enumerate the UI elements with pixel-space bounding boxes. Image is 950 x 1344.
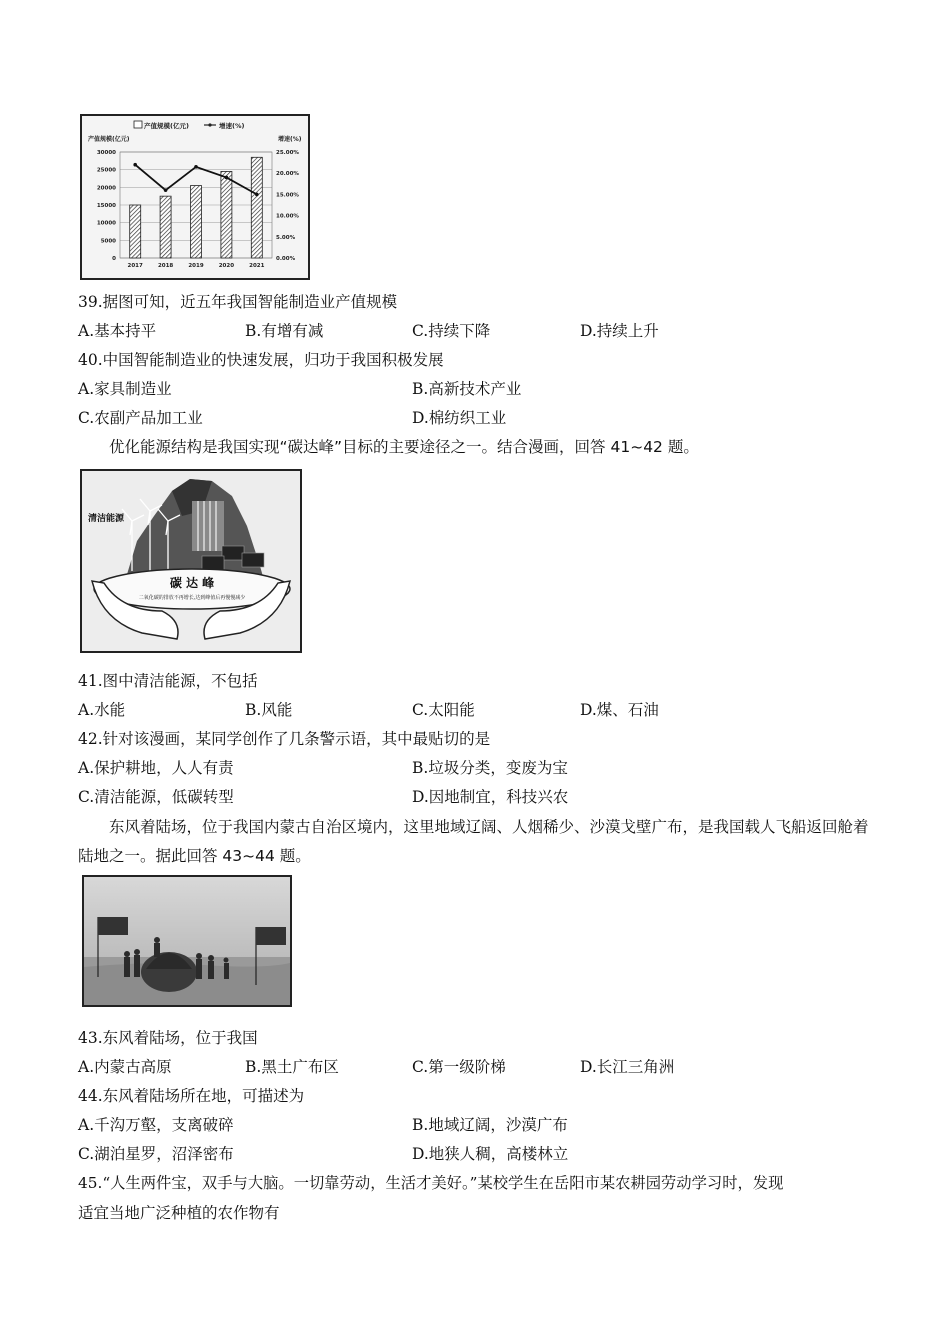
y-left-tick: 10000 [96,220,116,227]
q44-option-a[interactable]: A.千沟万壑，支离破碎 [78,1116,234,1134]
y-left-tick: 20000 [96,185,116,192]
y-left-tick: 25000 [96,167,116,174]
x-tick-2020: 2020 [218,263,235,269]
carbon-peak-cartoon [80,469,302,653]
banner-subtitle: 二氧化碳的排放不再增长,达到峰值后再慢慢减少 [138,595,246,601]
landing-site-photo [82,875,292,1007]
legend-line-label: 增速(%) [219,122,245,130]
q39-option-d[interactable]: D.持续上升 [580,322,659,340]
production-chart [82,116,308,278]
y-right-tick: 0.00% [276,256,296,262]
q41-option-d[interactable]: D.煤、石油 [580,701,659,719]
q41-option-c[interactable]: C.太阳能 [412,701,475,719]
intro-41-42: 优化能源结构是我国实现“碳达峰”目标的主要途径之一。结合漫画，回答 41~42 题。 [109,438,699,456]
q40-option-b[interactable]: B.高新技术产业 [412,380,522,398]
q45-stem-line1: 45.“人生两件宝，双手与大脑。一切靠劳动，生活才美好。”某校学生在岳阳市某农耕园劳动学习时，发现 [78,1174,784,1192]
y-left-label: 产值规模(亿元) [88,136,130,143]
y-right-tick: 5.00% [276,234,296,241]
y-left-tick: 5000 [100,238,116,245]
q42-option-d[interactable]: D.因地制宜，科技兴农 [412,788,569,806]
q42-option-c[interactable]: C.清洁能源，低碳转型 [78,788,234,806]
q44-option-b[interactable]: B.地域辽阔，沙漠广布 [412,1116,568,1134]
banner-title: 碳 达 峰 [169,576,215,590]
q41-option-a[interactable]: A.水能 [78,701,126,719]
rate-point-2021 [255,193,259,197]
q43-stem: 43.东风着陆场，位于我国 [78,1029,258,1047]
q44-option-d[interactable]: D.地狭人稠，高楼林立 [412,1145,569,1163]
cartoon-label-clean-energy: 清洁能源 [88,514,125,524]
q45-stem-line2: 适宜当地广泛种植的农作物有 [78,1204,280,1222]
x-tick-2019: 2019 [188,263,204,269]
bar-2018 [160,196,171,258]
x-tick-2021: 2021 [249,263,265,269]
q40-stem: 40.中国智能制造业的快速发展，归功于我国积极发展 [78,351,444,369]
rate-point-2020 [225,176,229,180]
y-right-tick: 15.00% [276,192,299,199]
y-right-label: 增速(%) [278,136,302,143]
q40-option-d[interactable]: D.棉纺织工业 [412,409,507,427]
rate-point-2018 [164,188,168,192]
q43-option-c[interactable]: C.第一级阶梯 [412,1058,506,1076]
q44-stem: 44.东风着陆场所在地，可描述为 [78,1087,305,1105]
x-tick-2018: 2018 [157,263,174,269]
y-right-tick: 25.00% [276,150,299,156]
q39-option-c[interactable]: C.持续下降 [412,322,491,340]
x-tick-2017: 2017 [127,263,143,269]
rate-point-2019 [194,165,198,169]
q39-stem: 39.据图可知，近五年我国智能制造业产值规模 [78,293,398,311]
y-left-tick: 0 [112,256,116,262]
legend-bar-swatch [134,121,142,128]
q40-option-c[interactable]: C.农副产品加工业 [78,409,203,427]
q40-option-a[interactable]: A.家具制造业 [78,380,172,398]
rate-point-2017 [133,163,137,167]
cartoon-illustration [82,471,300,651]
y-left-tick: 30000 [96,150,116,156]
q43-option-d[interactable]: D.长江三角洲 [580,1058,675,1076]
legend-bar-label: 产值规模(亿元) [144,122,189,130]
q43-option-b[interactable]: B.黑土广布区 [245,1058,339,1076]
bar-2021 [251,157,262,258]
q43-option-a[interactable]: A.内蒙古高原 [78,1058,172,1076]
q39-option-b[interactable]: B.有增有减 [245,322,324,340]
q39-option-a[interactable]: A.基本持平 [78,322,157,340]
y-right-tick: 20.00% [276,171,299,178]
intro-43-44: 东风着陆场，位于我国内蒙古自治区境内，这里地域辽阔、人烟稀少、沙漠戈壁广布，是我国载人飞船返回舱着陆地之一。据此回答 43~44 题。 [78,818,869,865]
q41-option-b[interactable]: B.风能 [245,701,293,719]
q44-option-c[interactable]: C.湖泊星罗，沼泽密布 [78,1145,234,1163]
bar-2019 [191,186,202,258]
bar-2020 [221,171,232,258]
q42-option-a[interactable]: A.保护耕地，人人有责 [78,759,234,777]
landing-photo-illustration [84,877,290,1005]
bar-2017 [130,205,141,258]
q42-option-b[interactable]: B.垃圾分类，变废为宝 [412,759,568,777]
q41-stem: 41.图中清洁能源，不包括 [78,672,258,690]
y-left-tick: 15000 [96,203,116,209]
y-right-tick: 10.00% [276,213,299,220]
chart-figure [80,114,310,280]
q42-stem: 42.针对该漫画，某同学创作了几条警示语，其中最贴切的是 [78,730,491,748]
